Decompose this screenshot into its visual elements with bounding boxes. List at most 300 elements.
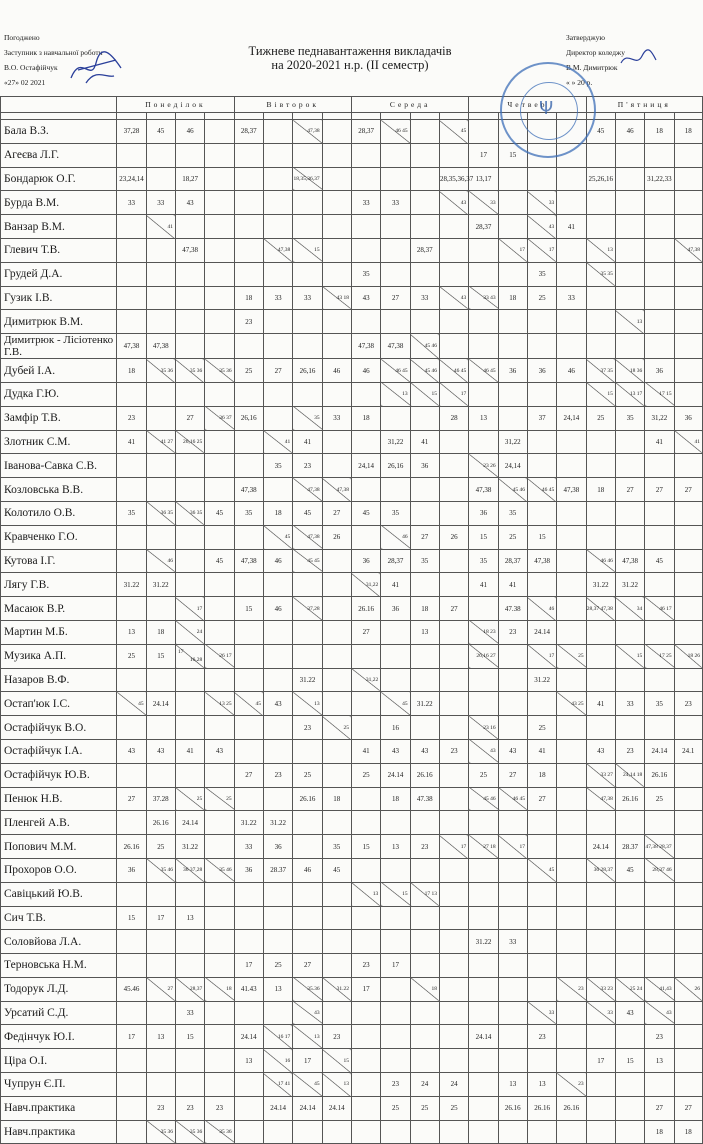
schedule-cell	[615, 454, 644, 478]
teacher-name: Урсатий С.Д.	[1, 1001, 117, 1025]
schedule-cell	[322, 763, 351, 787]
schedule-cell	[117, 262, 146, 286]
teacher-name: Прохоров О.О.	[1, 858, 117, 882]
schedule-cell	[674, 835, 702, 859]
schedule-cell	[557, 1120, 586, 1144]
schedule-cell	[586, 644, 615, 668]
schedule-cell: 46 45	[498, 787, 527, 811]
schedule-cell	[645, 954, 674, 978]
schedule-cell: 43	[527, 215, 556, 239]
schedule-cell	[146, 1049, 175, 1073]
schedule-cell: 47,38	[293, 120, 322, 144]
schedule-cell: 13	[293, 692, 322, 716]
schedule-cell	[615, 191, 644, 215]
schedule-cell	[586, 454, 615, 478]
schedule-cell	[263, 1001, 292, 1025]
day-header: Понеділок	[117, 97, 234, 113]
schedule-cell: 36 28,37	[586, 858, 615, 882]
teacher-name: Попович М.М.	[1, 835, 117, 859]
schedule-cell: 24.14	[645, 739, 674, 763]
schedule-cell: 23 16	[469, 716, 498, 740]
schedule-cell: 41	[410, 430, 439, 454]
schedule-cell	[645, 716, 674, 740]
schedule-cell	[117, 1001, 146, 1025]
schedule-cell: 47,38	[293, 525, 322, 549]
schedule-cell: 24.1	[674, 739, 702, 763]
schedule-cell	[322, 262, 351, 286]
schedule-cell: 35 36	[175, 359, 204, 383]
schedule-cell: 33	[381, 191, 410, 215]
schedule-cell: 16	[263, 1049, 292, 1073]
schedule-cell: 41	[351, 739, 380, 763]
schedule-cell	[410, 262, 439, 286]
teacher-row	[1, 763, 703, 787]
schedule-cell: 17	[234, 954, 263, 978]
schedule-cell	[557, 835, 586, 859]
schedule-cell	[146, 1073, 175, 1097]
schedule-cell: 13	[645, 1049, 674, 1073]
schedule-cell	[381, 858, 410, 882]
schedule-cell	[293, 191, 322, 215]
schedule-cell	[557, 882, 586, 906]
schedule-cell	[351, 1120, 380, 1144]
schedule-cell: 36	[117, 858, 146, 882]
schedule-cell: 18	[205, 977, 234, 1001]
schedule-cell	[439, 763, 468, 787]
schedule-cell	[381, 238, 410, 262]
schedule-cell	[205, 525, 234, 549]
schedule-cell	[645, 906, 674, 930]
schedule-cell: 47,38	[381, 334, 410, 359]
schedule-cell: 15	[322, 1049, 351, 1073]
schedule-cell: 36	[469, 501, 498, 525]
teacher-row	[1, 120, 703, 144]
schedule-cell: 43 18	[322, 286, 351, 310]
schedule-cell: 13 25	[205, 692, 234, 716]
teacher-row	[1, 478, 703, 502]
schedule-cell	[410, 1120, 439, 1144]
schedule-cell	[439, 787, 468, 811]
schedule-cell	[469, 906, 498, 930]
schedule-cell	[498, 406, 527, 430]
schedule-cell: 27	[439, 597, 468, 621]
schedule-cell: 46 45	[381, 120, 410, 144]
schedule-cell	[557, 262, 586, 286]
schedule-cell	[322, 215, 351, 239]
schedule-cell	[205, 1073, 234, 1097]
schedule-cell: 25	[263, 954, 292, 978]
schedule-cell	[586, 811, 615, 835]
schedule-cell	[205, 262, 234, 286]
teacher-row	[1, 644, 703, 668]
schedule-cell: 41	[146, 215, 175, 239]
schedule-cell	[439, 882, 468, 906]
schedule-cell: 43	[439, 191, 468, 215]
schedule-cell	[146, 716, 175, 740]
schedule-cell: 24,14	[557, 406, 586, 430]
schedule-cell: 25	[527, 716, 556, 740]
schedule-cell: 33	[322, 406, 351, 430]
teacher-name: Грудей Д.А.	[1, 262, 117, 286]
schedule-cell: 28,37	[498, 549, 527, 573]
schedule-cell	[234, 454, 263, 478]
schedule-cell	[381, 167, 410, 191]
schedule-cell: 41	[175, 739, 204, 763]
schedule-cell: 25	[410, 1096, 439, 1120]
day-header: Четвер	[469, 97, 586, 113]
schedule-cell	[351, 930, 380, 954]
schedule-cell	[674, 501, 702, 525]
schedule-cell: 18	[586, 478, 615, 502]
schedule-cell	[234, 1001, 263, 1025]
teacher-name: Ціра О.І.	[1, 1049, 117, 1073]
schedule-cell: 31.22	[263, 811, 292, 835]
schedule-cell: 47,38 28,37	[645, 835, 674, 859]
schedule-cell: 23	[615, 739, 644, 763]
schedule-cell	[527, 906, 556, 930]
teacher-row	[1, 716, 703, 740]
schedule-cell	[586, 1025, 615, 1049]
schedule-cell	[557, 549, 586, 573]
schedule-cell	[410, 906, 439, 930]
schedule-cell	[586, 191, 615, 215]
schedule-cell: 15	[351, 835, 380, 859]
schedule-cell: 25 24	[615, 977, 644, 1001]
schedule-cell	[293, 215, 322, 239]
schedule-cell: 36	[234, 858, 263, 882]
teacher-name: Мартин М.Б.	[1, 620, 117, 644]
schedule-cell	[322, 906, 351, 930]
schedule-cell: 27	[645, 478, 674, 502]
schedule-cell: 31,22	[498, 430, 527, 454]
schedule-cell	[498, 1025, 527, 1049]
schedule-cell: 35	[351, 262, 380, 286]
schedule-cell	[117, 597, 146, 621]
schedule-cell	[615, 286, 644, 310]
schedule-cell	[205, 1049, 234, 1073]
schedule-cell: 26.16	[146, 811, 175, 835]
schedule-cell: 31.22	[586, 573, 615, 597]
schedule-cell	[557, 573, 586, 597]
schedule-cell	[557, 1001, 586, 1025]
schedule-cell	[469, 334, 498, 359]
schedule-cell	[205, 835, 234, 859]
schedule-cell	[645, 334, 674, 359]
schedule-cell	[234, 382, 263, 406]
signature-left-image	[66, 48, 126, 88]
schedule-cell: 17	[351, 977, 380, 1001]
schedule-cell	[586, 668, 615, 692]
schedule-cell	[439, 1001, 468, 1025]
schedule-cell: 36 37,28	[175, 858, 204, 882]
schedule-cell	[410, 716, 439, 740]
schedule-cell	[263, 906, 292, 930]
schedule-cell	[205, 668, 234, 692]
schedule-cell: 17	[293, 1049, 322, 1073]
schedule-cell: 25	[351, 763, 380, 787]
schedule-cell	[263, 478, 292, 502]
schedule-cell: 41,43	[645, 977, 674, 1001]
schedule-cell: 33	[234, 835, 263, 859]
schedule-cell: 18 36	[615, 359, 644, 383]
schedule-cell: 23	[205, 1096, 234, 1120]
schedule-cell	[146, 763, 175, 787]
schedule-cell	[674, 906, 702, 930]
schedule-cell	[175, 763, 204, 787]
schedule-cell	[234, 334, 263, 359]
schedule-cell: 28,37	[234, 120, 263, 144]
schedule-cell	[615, 143, 644, 167]
schedule-cell	[527, 882, 556, 906]
schedule-cell	[322, 573, 351, 597]
schedule-cell	[674, 359, 702, 383]
schedule-cell	[498, 215, 527, 239]
schedule-cell	[439, 310, 468, 334]
teacher-name: Бурда В.М.	[1, 191, 117, 215]
teacher-row	[1, 739, 703, 763]
schedule-cell	[615, 1096, 644, 1120]
schedule-cell	[117, 286, 146, 310]
schedule-cell	[586, 1096, 615, 1120]
schedule-cell: 13	[527, 1073, 556, 1097]
schedule-cell	[645, 238, 674, 262]
schedule-cell	[586, 286, 615, 310]
schedule-cell: 43	[293, 1001, 322, 1025]
schedule-cell	[439, 238, 468, 262]
title-line2: на 2020-2021 н.р. (ІІ семестр)	[271, 58, 429, 72]
schedule-cell: 13	[410, 620, 439, 644]
schedule-cell	[615, 620, 644, 644]
schedule-cell	[586, 334, 615, 359]
schedule-cell: 17	[175, 597, 204, 621]
teacher-name: Музика А.П.	[1, 644, 117, 668]
schedule-cell	[645, 286, 674, 310]
schedule-cell	[146, 286, 175, 310]
title-line1: Тижневе педнавантаження викладачів	[248, 44, 452, 58]
schedule-cell	[205, 238, 234, 262]
schedule-cell	[439, 573, 468, 597]
schedule-cell: 15	[146, 644, 175, 668]
schedule-cell: 46	[381, 525, 410, 549]
teacher-name: Соловйова Л.А.	[1, 930, 117, 954]
schedule-cell	[557, 787, 586, 811]
schedule-cell	[351, 1025, 380, 1049]
schedule-cell: 47,38	[557, 478, 586, 502]
schedule-cell: 26,16	[293, 359, 322, 383]
schedule-cell	[117, 454, 146, 478]
schedule-cell	[205, 191, 234, 215]
schedule-cell	[234, 143, 263, 167]
schedule-cell	[234, 644, 263, 668]
schedule-cell: 25	[557, 644, 586, 668]
schedule-cell	[498, 382, 527, 406]
schedule-cell	[674, 310, 702, 334]
schedule-cell	[557, 167, 586, 191]
schedule-cell	[175, 382, 204, 406]
schedule-cell	[615, 716, 644, 740]
schedule-cell: 13	[146, 1025, 175, 1049]
schedule-cell	[263, 191, 292, 215]
schedule-cell	[439, 215, 468, 239]
schedule-cell: 33	[586, 1001, 615, 1025]
schedule-cell: 45	[205, 501, 234, 525]
schedule-cell	[205, 454, 234, 478]
schedule-cell	[439, 334, 468, 359]
schedule-cell: 23	[293, 454, 322, 478]
schedule-cell: 13 17	[615, 382, 644, 406]
schedule-cell	[469, 262, 498, 286]
schedule-cell: 41.43	[234, 977, 263, 1001]
schedule-cell	[351, 143, 380, 167]
schedule-cell: 45 46	[410, 334, 439, 359]
schedule-cell	[615, 501, 644, 525]
schedule-cell: 31.22	[615, 573, 644, 597]
schedule-cell	[263, 334, 292, 359]
schedule-cell	[146, 382, 175, 406]
schedule-cell	[439, 501, 468, 525]
schedule-cell	[586, 310, 615, 334]
schedule-cell	[234, 1096, 263, 1120]
teacher-name: Кравченко Г.О.	[1, 525, 117, 549]
teacher-row	[1, 692, 703, 716]
teacher-row	[1, 1025, 703, 1049]
schedule-cell: 47,38	[234, 478, 263, 502]
schedule-cell: 23	[557, 1073, 586, 1097]
schedule-cell	[498, 906, 527, 930]
schedule-cell	[557, 454, 586, 478]
schedule-cell: 18	[645, 120, 674, 144]
schedule-cell: 13	[263, 977, 292, 1001]
schedule-cell	[410, 644, 439, 668]
schedule-cell: 27	[527, 787, 556, 811]
teacher-row	[1, 811, 703, 835]
schedule-cell	[322, 238, 351, 262]
schedule-cell: 23	[674, 692, 702, 716]
schedule-cell: 18	[498, 286, 527, 310]
schedule-cell	[557, 739, 586, 763]
schedule-cell: 17 41	[263, 1073, 292, 1097]
schedule-cell	[117, 478, 146, 502]
schedule-cell	[263, 406, 292, 430]
schedule-cell: 27	[674, 478, 702, 502]
schedule-cell	[381, 668, 410, 692]
schedule-cell: 13	[381, 382, 410, 406]
schedule-cell	[674, 620, 702, 644]
schedule-cell: 18	[410, 597, 439, 621]
schedule-cell: 25	[175, 787, 204, 811]
schedule-cell	[439, 454, 468, 478]
schedule-cell	[557, 334, 586, 359]
schedule-cell	[351, 1073, 380, 1097]
schedule-cell	[234, 930, 263, 954]
schedule-cell	[615, 262, 644, 286]
schedule-cell	[615, 525, 644, 549]
schedule-cell	[469, 811, 498, 835]
schedule-cell: 24.14	[527, 620, 556, 644]
schedule-cell: 28,37 47,38	[586, 597, 615, 621]
schedule-cell	[439, 930, 468, 954]
schedule-cell	[557, 620, 586, 644]
schedule-cell	[263, 739, 292, 763]
schedule-cell	[674, 811, 702, 835]
schedule-cell: 24.14	[263, 1096, 292, 1120]
teacher-row	[1, 310, 703, 334]
schedule-cell	[439, 906, 468, 930]
schedule-cell	[351, 478, 380, 502]
schedule-cell: 47,38	[263, 238, 292, 262]
teacher-row	[1, 787, 703, 811]
schedule-cell	[469, 692, 498, 716]
schedule-cell: 13,17	[469, 167, 498, 191]
schedule-cell: 43	[205, 739, 234, 763]
schedule-cell: 31.22	[410, 692, 439, 716]
schedule-cell	[645, 1073, 674, 1097]
schedule-cell	[117, 716, 146, 740]
teacher-name: Іванова-Савка С.В.	[1, 454, 117, 478]
schedule-cell: 23	[263, 763, 292, 787]
schedule-cell: 41	[586, 692, 615, 716]
schedule-cell	[351, 1096, 380, 1120]
schedule-cell: 26.16	[527, 1096, 556, 1120]
schedule-cell	[498, 167, 527, 191]
schedule-cell: 33	[293, 286, 322, 310]
schedule-cell	[586, 1120, 615, 1144]
teacher-name: Чупрун Є.П.	[1, 1073, 117, 1097]
schedule-cell	[293, 143, 322, 167]
schedule-cell	[410, 120, 439, 144]
schedule-cell: 26,16	[381, 454, 410, 478]
teacher-row	[1, 525, 703, 549]
schedule-cell	[557, 191, 586, 215]
approval-right-line3: В.М. Димитрюк	[566, 63, 618, 72]
document-header	[0, 0, 703, 96]
schedule-cell: 33	[146, 191, 175, 215]
schedule-cell: 26,16	[234, 406, 263, 430]
schedule-cell	[234, 1120, 263, 1144]
schedule-cell: 31,22	[351, 573, 380, 597]
schedule-cell	[498, 668, 527, 692]
schedule-cell: 47,38	[146, 334, 175, 359]
teacher-row	[1, 215, 703, 239]
schedule-cell	[322, 167, 351, 191]
schedule-cell: 23	[351, 954, 380, 978]
schedule-cell	[439, 620, 468, 644]
signature-right-image	[618, 48, 658, 70]
schedule-cell: 43	[439, 286, 468, 310]
schedule-cell: 45	[263, 525, 292, 549]
schedule-cell: 33	[527, 191, 556, 215]
teacher-name: Дубей І.А.	[1, 359, 117, 383]
schedule-cell: 27	[117, 787, 146, 811]
schedule-cell: 27	[175, 406, 204, 430]
schedule-cell	[205, 310, 234, 334]
schedule-cell	[146, 238, 175, 262]
schedule-cell: 26.16	[645, 763, 674, 787]
schedule-cell: 33 23	[586, 977, 615, 1001]
schedule-cell	[293, 644, 322, 668]
teacher-row	[1, 238, 703, 262]
schedule-cell	[410, 858, 439, 882]
schedule-cell: 37.28	[146, 787, 175, 811]
schedule-cell	[498, 716, 527, 740]
schedule-cell: 28,37	[351, 120, 380, 144]
schedule-cell	[293, 739, 322, 763]
schedule-cell: 43	[469, 739, 498, 763]
schedule-cell: 27 18	[469, 835, 498, 859]
schedule-cell: 41	[557, 215, 586, 239]
schedule-cell	[674, 286, 702, 310]
schedule-cell	[498, 1001, 527, 1025]
